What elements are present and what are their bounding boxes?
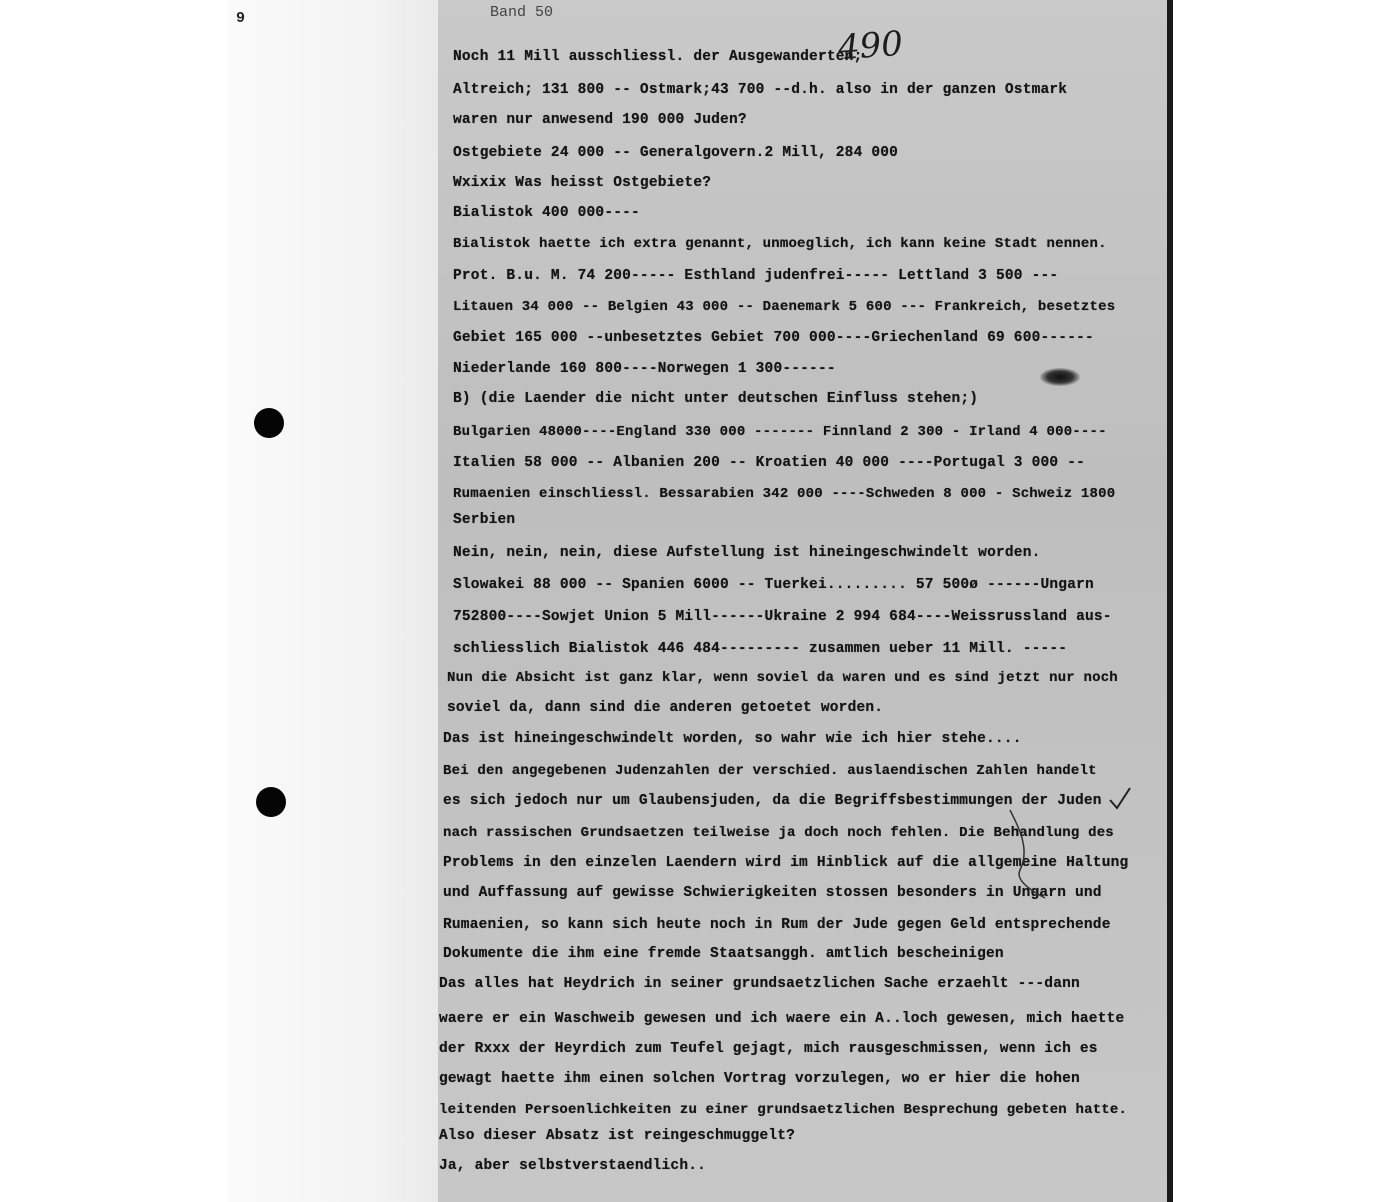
text-line: es sich jedoch nur um Glaubensjuden, da die Begriffsbestimmungen der Juden [443, 793, 1102, 809]
text-line: Prot. B.u. M. 74 200----- Esthland judenfrei----- Lettland 3 500 --- [453, 268, 1059, 284]
text-line: Bialistok haette ich extra genannt, unmoeglich, ich kann keine Stadt nennen. [453, 236, 1107, 252]
text-line: Das alles hat Heydrich in seiner grundsaetzlichen Sache erzaehlt ---dann [439, 976, 1080, 992]
text-line: leitenden Persoenlichkeiten zu einer grundsaetzlichen Besprechung gebeten hatte. [439, 1102, 1128, 1118]
text-line: Nun die Absicht ist ganz klar, wenn soviel da waren und es sind jetzt nur noch [447, 670, 1118, 686]
text-line: waren nur anwesend 190 000 Juden? [453, 112, 747, 128]
band-label: Band 50 [490, 4, 554, 21]
text-line: B) (die Laender die nicht unter deutschen Einfluss stehen;) [453, 391, 979, 407]
text-line: gewagt haette ihm einen solchen Vortrag vorzulegen, wo er hier die hohen [439, 1071, 1080, 1087]
text-line: Dokumente die ihm eine fremde Staatsanggh. amtlich bescheinigen [443, 946, 1004, 962]
text-line: Slowakei 88 000 -- Spanien 6000 -- Tuerkei......... 57 500ø ------Ungarn [453, 577, 1094, 593]
text-line: Bialistok 400 000---- [453, 205, 640, 221]
text-line: Niederlande 160 800----Norwegen 1 300------ [453, 361, 836, 377]
text-line: Italien 58 000 -- Albanien 200 -- Kroatien 40 000 ----Portugal 3 000 -- [453, 455, 1086, 471]
text-line: Altreich; 131 800 -- Ostmark;43 700 --d.h. also in der ganzen Ostmark [453, 82, 1068, 98]
text-line: Gebiet 165 000 --unbesetztes Gebiet 700 000----Griechenland 69 600------ [453, 330, 1094, 346]
handwritten-pen-mark [990, 780, 1140, 910]
text-line: soviel da, dann sind die anderen getoetet worden. [447, 700, 884, 716]
text-line: nach rassischen Grundsaetzen teilweise ja doch noch fehlen. Die Behandlung des [443, 825, 1114, 841]
text-line: Rumaenien, so kann sich heute noch in Rum der Jude gegen Geld entsprechende [443, 917, 1111, 933]
text-line: Rumaenien einschliessl. Bessarabien 342 000 ----Schweden 8 000 - Schweiz 1800 [453, 486, 1116, 502]
text-line: waere er ein Waschweib gewesen und ich waere ein A..loch gewesen, mich haette [439, 1011, 1125, 1027]
text-line: Also dieser Absatz ist reingeschmuggelt? [439, 1128, 796, 1144]
text-line: Das ist hineingeschwindelt worden, so wahr wie ich hier stehe.... [443, 731, 1022, 747]
text-line: Bulgarien 48000----England 330 000 ------- Finnland 2 300 - Irland 4 000---- [453, 424, 1107, 440]
text-line: Bei den angegebenen Judenzahlen der verschied. auslaendischen Zahlen handelt [443, 763, 1097, 779]
text-line: schliesslich Bialistok 446 484--------- zusammen ueber 11 Mill. ----- [453, 641, 1068, 657]
text-line: der Rxxx der Heyrdich zum Teufel gejagt, mich rausgeschmissen, wenn ich es [439, 1041, 1098, 1057]
text-line: Problems in den einzelen Laendern wird im Hinblick auf die allgemeine Haltung [443, 855, 1129, 871]
text-line: Nein, nein, nein, diese Aufstellung ist hineingeschwindelt worden. [453, 545, 1041, 561]
text-line: Litauen 34 000 -- Belgien 43 000 -- Daenemark 5 600 --- Frankreich, besetztes [453, 299, 1116, 315]
text-line: Ja, aber selbstverstaendlich.. [439, 1158, 707, 1174]
text-line: und Auffassung auf gewisse Schwierigkeiten stossen besonders in Ungarn und [443, 885, 1102, 901]
handwritten-folio-number: 490 [836, 23, 905, 69]
page-number: 9 [236, 10, 246, 27]
text-line: Wxixix Was heisst Ostgebiete? [453, 175, 712, 191]
text-line: Noch 11 Mill ausschliessl. der Ausgewanderten; [453, 49, 863, 65]
text-line: 752800----Sowjet Union 5 Mill------Ukraine 2 994 684----Weissrussland aus- [453, 609, 1112, 625]
text-line: Ostgebiete 24 000 -- Generalgovern.2 Mill, 284 000 [453, 145, 899, 161]
text-line: Serbien [453, 512, 516, 528]
